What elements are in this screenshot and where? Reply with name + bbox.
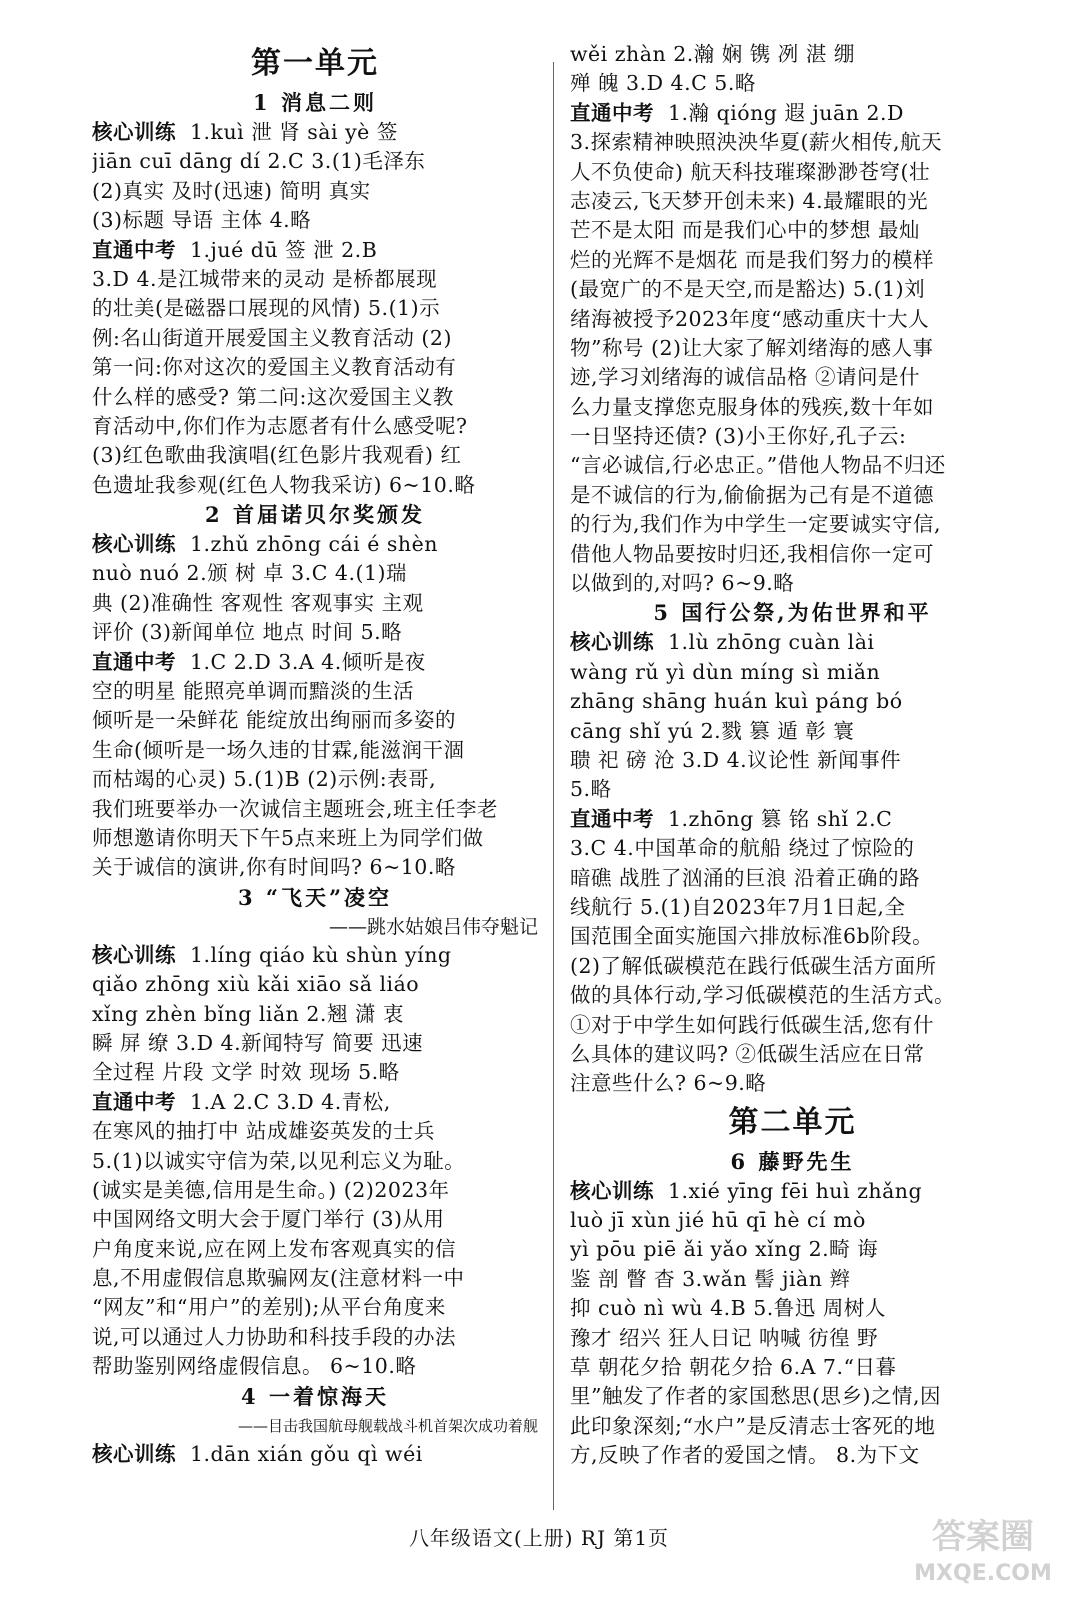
answer-text: (2)了解低碳模范在践行低碳生活方面所: [570, 953, 937, 978]
answer-line: [92, 1088, 538, 1117]
answer-line: [570, 510, 1015, 539]
lesson-title: 6 藤野先生: [730, 1148, 855, 1174]
answer-text: 第一问:你对这次的爱国主义教育活动有: [92, 355, 457, 380]
answer-line: [570, 481, 1015, 510]
answer-text: 物”称号 (2)让大家了解刘绪海的感人事: [570, 335, 934, 360]
answer-text: 里”触发了作者的家国愁思(思乡)之情,因: [570, 1384, 941, 1409]
answer-line: [570, 158, 1015, 187]
answer-text: 芒不是太阳 而是我们心中的梦想 最灿: [570, 218, 921, 243]
answer-text: 中国网络文明大会于厦门举行 (3)从用: [92, 1207, 445, 1232]
watermark-bottom: MXQE.COM: [914, 1561, 1052, 1586]
answer-line: [570, 658, 1015, 687]
answer-line: [92, 412, 538, 441]
answer-line: [570, 569, 1015, 598]
answer-text: 3.探索精神映照泱泱华夏(薪火相传,航天: [570, 130, 943, 155]
answer-line: [570, 393, 1015, 422]
answer-text: 1.xié yīng fēi huì zhǎng: [668, 1178, 923, 1203]
section-label: 直通中考: [570, 806, 654, 831]
answer-line: [92, 941, 538, 970]
answer-line: [92, 736, 538, 765]
answer-line: [570, 893, 1015, 922]
answer-line: [92, 324, 538, 353]
section-label: 直通中考: [92, 237, 176, 262]
answer-line: [92, 1205, 538, 1234]
answer-text: 注意些什么? 6~9.略: [570, 1071, 767, 1096]
answer-line: [92, 1176, 538, 1205]
answer-line: [570, 1441, 1015, 1470]
answer-line: [570, 69, 1015, 98]
answer-line: [92, 1147, 538, 1176]
watermark-top: 答案圈: [932, 1517, 1034, 1557]
answer-line: [570, 1235, 1015, 1264]
section-label: 核心训练: [92, 120, 176, 144]
answer-text: 色遗址我参观(红色人物我采访) 6~10.略: [92, 472, 476, 497]
answer-line: [92, 1264, 538, 1293]
answer-line: [92, 1058, 538, 1087]
answer-line: [570, 775, 1015, 804]
answer-line: [570, 1265, 1015, 1294]
answer-text: 国范围全面实施国六排放标准6b阶段。: [570, 924, 934, 949]
answer-line: [570, 628, 1015, 657]
answer-text: 关于诚信的演讲,你有时间吗? 6~10.略: [92, 855, 456, 880]
answer-line: [92, 765, 538, 794]
section-label: 核心训练: [570, 630, 654, 655]
section-label: 核心训练: [92, 942, 176, 967]
answer-line: [92, 795, 538, 824]
column-divider: [553, 62, 554, 1510]
lesson-subtitle: ——目击我国航母舰载战斗机首架次成功着舰: [237, 1416, 538, 1435]
lesson-title: 3 “飞天”凌空: [237, 884, 393, 910]
answer-line: [570, 187, 1015, 216]
unit-title: 第一单元: [251, 46, 379, 81]
answer-line: [570, 1177, 1015, 1206]
answer-line: [570, 687, 1015, 716]
answer-line: [92, 530, 538, 559]
answer-text: 做的具体行动,学习低碳模范的生活方式。: [570, 983, 956, 1008]
answer-text: 1.zhōng 篡 铭 shǐ 2.C: [668, 806, 893, 831]
answer-text: jiān cuī dāng dí 2.C 3.(1)毛泽东: [92, 149, 426, 174]
answer-text: 以做到的,对吗? 6~9.略: [570, 571, 795, 596]
answer-text: 1.lù zhōng cuàn lài: [668, 630, 875, 655]
lesson-title: 4 一着惊海天: [241, 1383, 389, 1409]
answer-text: (3)红色歌曲我演唱(红色影片我观看) 红: [92, 443, 462, 468]
answer-text: qiǎo zhōng xiù kǎi xiāo sǎ liáo: [92, 972, 420, 997]
answer-line: [570, 1382, 1015, 1411]
answer-text: 倾听是一朵鲜花 能绽放出绚丽而多姿的: [92, 708, 457, 733]
answer-text: 3.D 4.是江城带来的灵动 是桥都展现: [92, 266, 438, 291]
answer-line: [92, 206, 538, 235]
answer-text: xǐng zhèn bǐng liǎn 2.翘 潇 衷: [92, 1001, 404, 1026]
answer-line: [92, 294, 538, 323]
answer-line: [92, 1352, 538, 1381]
answer-text: 1.líng qiáo kù shùn yíng: [190, 942, 452, 967]
answer-text: 典 (2)准确性 客观性 客观事实 主观: [92, 590, 424, 615]
lesson-title: 2 首届诺贝尔奖颁发: [205, 502, 425, 528]
answer-text: 1.jué dū 签 泄 2.B: [190, 237, 378, 262]
answer-text: “言必诚信,行必忠正。”借他人物品不归还: [570, 453, 946, 478]
answer-text: 例:名山街道开展爱国主义教育活动 (2): [92, 325, 452, 350]
section-label: 直通中考: [570, 100, 654, 125]
answer-line: [92, 1293, 538, 1322]
answer-line: [570, 1011, 1015, 1040]
answer-text: 一日坚持还债? (3)小王你好,孔子云:: [570, 424, 907, 449]
unit-title: 第二单元: [728, 1104, 857, 1140]
answer-text: 借他人物品要按时归还,我相信你一定可: [570, 541, 935, 566]
answer-line: [92, 648, 538, 677]
answer-text: 线航行 5.(1)自2023年7月1日起,全: [570, 894, 906, 919]
answer-line: [92, 177, 538, 206]
answer-line: [92, 471, 538, 500]
answer-text: 瞬 屏 缭 3.D 4.新闻特写 简要 迅速: [92, 1030, 424, 1055]
answer-text: (最宽广的不是天空,而是豁达) 5.(1)刘: [570, 277, 926, 302]
answer-line: [92, 353, 538, 382]
answer-text: 方,反映了作者的爱国之情。 8.为下文: [570, 1443, 920, 1468]
answer-line: [570, 128, 1015, 157]
answer-text: 么力量支撑您克服身体的残疾,数十年如: [570, 394, 935, 419]
answer-line: [92, 853, 538, 882]
answer-text: wàng rǔ yì dùn míng sì miǎn: [570, 659, 881, 684]
answer-line: [92, 618, 538, 647]
answer-text: 帮助鉴别网络虚假信息。 6~10.略: [92, 1354, 417, 1379]
answer-text: cāng shǐ yú 2.戮 篡 遁 彰 寰: [570, 718, 855, 743]
answer-line: [570, 99, 1015, 128]
section-label: 直通中考: [92, 1089, 176, 1114]
answer-text: 育活动中,你们作为志愿者有什么感受呢?: [92, 413, 468, 438]
section-label: 核心训练: [92, 1441, 176, 1466]
answer-line: [92, 559, 538, 588]
answer-text: 是不诚信的行为,偷偷据为己有是不道德: [570, 482, 935, 507]
answer-line: [570, 422, 1015, 451]
answer-text: 5.(1)以诚实守信为荣,以见利忘义为耻。: [92, 1148, 466, 1173]
answer-text: 空的明星 能照亮单调而黯淡的生活: [92, 679, 415, 704]
answer-text: yì pōu piē ǎi yǎo xǐng 2.畸 诲: [570, 1237, 879, 1262]
answer-line: [570, 305, 1015, 334]
answer-line: [92, 1235, 538, 1264]
answer-line: [570, 275, 1015, 304]
answer-line: [570, 540, 1015, 569]
answer-text: (诚实是美德,信用是生命。) (2)2023年: [92, 1177, 450, 1202]
answer-line: [570, 216, 1015, 245]
answer-text: zhāng shāng huán kuì páng bó: [570, 689, 903, 714]
lesson-title: 1 消息二则: [253, 90, 377, 115]
answer-line: [92, 383, 538, 412]
answer-line: [570, 1353, 1015, 1382]
page-footer: 八年级语文(上册) RJ 第1页: [408, 1526, 670, 1550]
answer-line: [570, 1206, 1015, 1235]
answer-text: 人不负使命) 航天科技璀璨渺渺苍穹(壮: [570, 159, 931, 184]
answer-text: 全过程 片段 文学 时效 现场 5.略: [92, 1060, 400, 1085]
answer-line: [92, 1440, 538, 1469]
answer-text: 此印象深刻;“水户”是反清志士客死的地: [570, 1413, 936, 1438]
answer-line: [92, 118, 538, 147]
answer-line: [570, 717, 1015, 746]
answer-text: 鉴 剖 瞥 杳 3.wǎn 髻 jiàn 辫: [570, 1266, 851, 1291]
answer-text: 说,可以通过人力协助和科技手段的办法: [92, 1324, 457, 1349]
answer-line: [570, 746, 1015, 775]
answer-text: 1.kuì 泄 肾 sài yè 签: [190, 120, 398, 144]
answer-text: 息,不用虚假信息欺骗网友(注意材料一中: [92, 1266, 465, 1291]
answer-text: 迹,学习刘绪海的诚信品格 ②请问是什: [570, 365, 921, 390]
section-label: 直通中考: [92, 649, 176, 674]
answer-text: 草 朝花夕拾 朝花夕拾 6.A 7.“日暮: [570, 1355, 897, 1380]
answer-text: ①对于中学生如何践行低碳生活,您有什: [570, 1012, 935, 1037]
answer-text: (2)真实 及时(迅速) 简明 真实: [92, 178, 371, 203]
answer-line: [92, 970, 538, 999]
answer-text: 生命(倾听是一场久违的甘霖,能滋润干涸: [92, 737, 465, 762]
answer-line: [570, 981, 1015, 1010]
answer-text: 豫才 绍兴 狂人日记 呐喊 彷徨 野: [570, 1325, 879, 1350]
answer-line: [570, 864, 1015, 893]
answer-text: 么具体的建议吗? ②低碳生活应在日常: [570, 1041, 925, 1066]
answer-line: [92, 1323, 538, 1352]
answer-text: 的壮美(是磁器口展现的风情) 5.(1)示: [92, 296, 441, 321]
lesson-subtitle: ——跳水姑娘吕伟夺魁记: [328, 915, 538, 938]
answer-line: [92, 677, 538, 706]
answer-text: 1.dān xián gǒu qì wéi: [190, 1441, 423, 1466]
answer-text: 我们班要举办一次诚信主题班会,班主任李老: [92, 796, 499, 821]
section-label: 核心训练: [92, 532, 176, 557]
answer-line: [570, 805, 1015, 834]
answer-text: nuò nuó 2.颁 树 卓 3.C 4.(1)瑞: [92, 561, 407, 586]
answer-text: (3)标题 导语 主体 4.略: [92, 208, 312, 233]
answer-line: [570, 451, 1015, 480]
answer-line: [570, 363, 1015, 392]
answer-line: [570, 1294, 1015, 1323]
section-label: 核心训练: [570, 1178, 654, 1203]
answer-text: 评价 (3)新闻单位 地点 时间 5.略: [92, 620, 403, 645]
answer-text: 3.C 4.中国革命的航船 绕过了惊险的: [570, 836, 915, 861]
answer-text: 1.瀚 qióng 遐 juān 2.D: [668, 100, 904, 125]
answer-text: 绪海被授予2023年度“感动重庆十大人: [570, 306, 930, 331]
answer-line: [92, 1000, 538, 1029]
answer-text: 在寒风的抽打中 站成雄姿英发的士兵: [92, 1119, 436, 1144]
answer-line: [570, 40, 1015, 69]
answer-text: 师想邀请你明天下午5点来班上为同学们做: [92, 825, 484, 850]
answer-line: [92, 236, 538, 265]
answer-line: [570, 246, 1015, 275]
answer-line: [92, 265, 538, 294]
answer-text: 1.zhǔ zhōng cái é shèn: [190, 532, 438, 557]
answer-text: 而枯竭的心灵) 5.(1)B (2)示例:表哥,: [92, 767, 437, 792]
watermark-logo: [908, 1508, 1058, 1590]
answer-line: [570, 1069, 1015, 1098]
answer-line: [570, 834, 1015, 863]
right-column: [570, 40, 1015, 1471]
answer-line: [570, 952, 1015, 981]
answer-text: 志凌云,飞天梦开创未来) 4.最耀眼的光: [570, 188, 929, 213]
answer-text: 殚 魄 3.D 4.C 5.略: [570, 71, 756, 96]
answer-line: [92, 1029, 538, 1058]
answer-text: 1.A 2.C 3.D 4.青松,: [190, 1089, 391, 1114]
answer-line: [92, 441, 538, 470]
answer-text: 暗礁 战胜了汹涌的巨浪 沿着正确的路: [570, 865, 921, 890]
answer-line: [570, 1412, 1015, 1441]
answer-line: [570, 1324, 1015, 1353]
answer-text: “网友”和“用户”的差别);从平台角度来: [92, 1295, 446, 1320]
answer-line: [92, 824, 538, 853]
answer-text: 户角度来说,应在网上发布客观真实的信: [92, 1236, 457, 1261]
answer-line: [570, 1040, 1015, 1069]
lesson-title: 5 国行公祭,为佑世界和平: [653, 600, 932, 626]
answer-line: [570, 922, 1015, 951]
answer-text: wěi zhàn 2.瀚 娴 镌 冽 湛 绷: [570, 42, 855, 66]
answer-text: 抑 cuò nì wù 4.B 5.鲁迅 周树人: [570, 1296, 886, 1321]
answer-text: luò jī xùn jié hū qī hè cí mò: [570, 1208, 866, 1233]
answer-line: [92, 706, 538, 735]
answer-line: [92, 1117, 538, 1146]
answer-line: [92, 147, 538, 176]
answer-line: [92, 589, 538, 618]
left-column: [92, 40, 538, 1469]
answer-line: [570, 334, 1015, 363]
answer-text: 1.C 2.D 3.A 4.倾听是夜: [190, 649, 426, 674]
answer-text: 什么样的感受? 第二问:这次爱国主义教: [92, 384, 454, 409]
answer-text: 聩 祀 磅 沧 3.D 4.议论性 新闻事件: [570, 747, 902, 772]
answer-text: 5.略: [570, 777, 612, 802]
answer-text: 的行为,我们作为中学生一定要诚实守信,: [570, 512, 942, 537]
answer-text: 烂的光辉不是烟花 而是我们努力的模样: [570, 247, 935, 272]
